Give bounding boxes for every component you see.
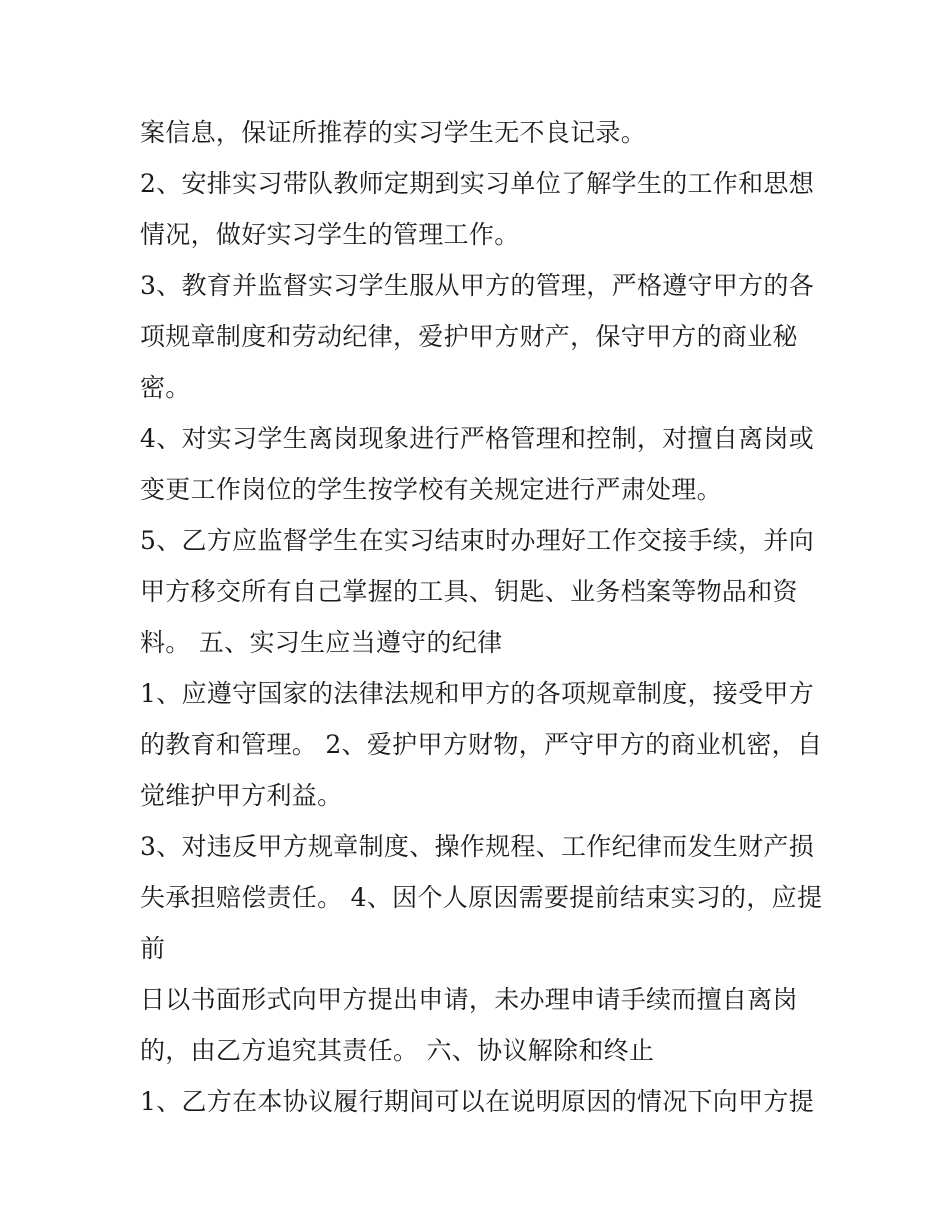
text-line: 情况，做好实习学生的管理工作。 — [140, 220, 520, 249]
text-line: 前 — [140, 934, 166, 963]
text-line: 3、教育并监督实习学生服从甲方的管理，严格遵守甲方的各 — [140, 271, 815, 300]
text-line: 1、乙方在本协议履行期间可以在说明原因的情况下向甲方提 — [140, 1087, 815, 1116]
text-line: 项规章制度和劳动纪律，爱护甲方财产，保守甲方的商业秘 — [140, 322, 798, 351]
text-line: 1、应遵守国家的法律法规和甲方的各项规章制度，接受甲方 — [140, 679, 815, 708]
text-line: 3、对违反甲方规章制度、操作规程、工作纪律而发生财产损 — [140, 832, 815, 861]
text-line: 日以书面形式向甲方提出申请，未办理申请手续而擅自离岗 — [140, 985, 798, 1014]
text-line: 料。 五、实习生应当遵守的纪律 — [140, 628, 503, 657]
text-line: 觉维护甲方利益。 — [140, 781, 343, 810]
document-body — [140, 107, 823, 1127]
text-line: 变更工作岗位的学生按学校有关规定进行严肃处理。 — [140, 475, 722, 504]
text-line: 5、乙方应监督学生在实习结束时办理好工作交接手续，并向 — [140, 526, 815, 555]
text-line: 的教育和管理。 2、爱护甲方财物，严守甲方的商业机密，自 — [140, 730, 823, 759]
text-line: 密。 — [140, 373, 191, 402]
text-line: 甲方移交所有自己掌握的工具、钥匙、业务档案等物品和资 — [140, 577, 798, 606]
text-line: 4、对实习学生离岗现象进行严格管理和控制，对擅自离岗或 — [140, 424, 815, 453]
text-line: 失承担赔偿责任。 4、因个人原因需要提前结束实习的，应提 — [140, 883, 823, 912]
text-line: 案信息，保证所推荐的实习学生无不良记录。 — [140, 118, 647, 147]
text-line: 2、安排实习带队教师定期到实习单位了解学生的工作和思想 — [140, 169, 815, 198]
text-line: 的，由乙方追究其责任。 六、协议解除和终止 — [140, 1036, 655, 1065]
